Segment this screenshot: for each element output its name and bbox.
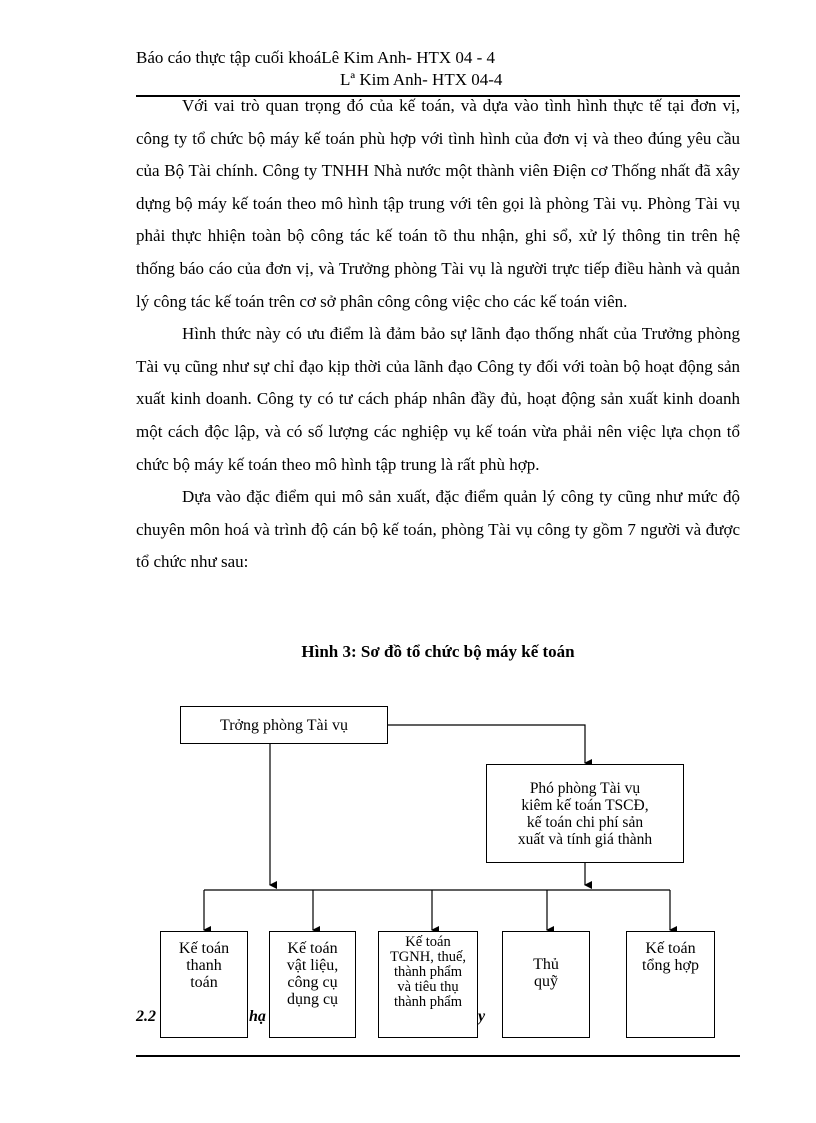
paragraph-2: Hình thức này có ưu điểm là đảm bảo sự lãnh đạo thống nhất của Trưởng phòng Tài vụ cũng như sự chỉ đạo kịp thời của lãnh đạo Công ty đối với toàn bộ hoạt động sản xuất kinh doanh. Công ty có tư cách pháp nhân đầy đủ, hoạt động sản xuất kinh doanh một cách độc lập, và có số lượng các nghiệp vụ kế toán vừa phải nên việc lựa chọn tổ chức bộ máy kế toán theo mô hình tập trung là rất phù hợp. (136, 324, 740, 474)
connector-chief-to-deputy (388, 725, 585, 763)
paragraph-1: Với vai trò quan trọng đó của kế toán, và dựa vào tình hình thực tế tại đơn vị, công ty tổ chức bộ máy kế toán phù hợp với tình hình của đơn vị và theo đúng yêu cầu của Bộ Tài chính. Công ty TNHH Nhà nước một thành viên Điện cơ Thống nhất đã xây dựng bộ máy kế toán theo mô hình tập trung với tên gọi là phòng Tài vụ. Phòng Tài vụ phải thực hhiện toàn bộ công tác kế toán tõ thu nhận, ghi sổ, xử lý thông tin trên hệ thống báo cáo của đơn vị, và Trưởng phòng Tài vụ là người trực tiếp điều hành và quản lý công tác kế toán trên cơ sở phân công công việc cho các kế toán viên. (136, 96, 740, 311)
payment-accountant-box: Kế toán thanh toán (160, 931, 248, 1038)
body-text (136, 90, 740, 579)
cashier-box: Thủ quỹ (502, 931, 590, 1038)
general-accountant-box: Kế toán tổng hợp (626, 931, 715, 1038)
chief-box: Trởng phòng Tài vụ (180, 706, 388, 744)
footer-divider (136, 1055, 740, 1057)
paragraph-3: Dựa vào đặc điểm qui mô sản xuất, đặc điểm quản lý công ty cũng như mức độ chuyên môn hoá và trình độ cán bộ kế toán, phòng Tài vụ công ty gồm 7 người và được tổ chức như sau: (136, 487, 740, 572)
header-line-2: Lª Kim Anh- HTX 04-4 (340, 70, 503, 89)
section-heading-fragment-3: y (478, 1008, 486, 1025)
section-heading-fragment-1: hạ (249, 1008, 266, 1025)
deputy-box: Phó phòng Tài vụ kiêm kế toán TSCĐ, kế toán chi phí sản xuất và tính giá thành (486, 764, 684, 863)
materials-accountant-box: Kế toán vật liệu, công cụ dụng cụ (269, 931, 356, 1038)
figure-title: Hình 3: Sơ đồ tổ chức bộ máy kế toán (301, 642, 575, 661)
header-line-1: Báo cáo thực tập cuối khoáLê Kim Anh- HTX 04 - 4 (136, 48, 496, 67)
section-number: 2.2 (136, 1008, 156, 1025)
tgnh-accountant-box: Kế toán TGNH, thuế, thành phẩm và tiêu thụ thành phẩm (378, 931, 478, 1038)
section-heading (136, 1008, 486, 1026)
